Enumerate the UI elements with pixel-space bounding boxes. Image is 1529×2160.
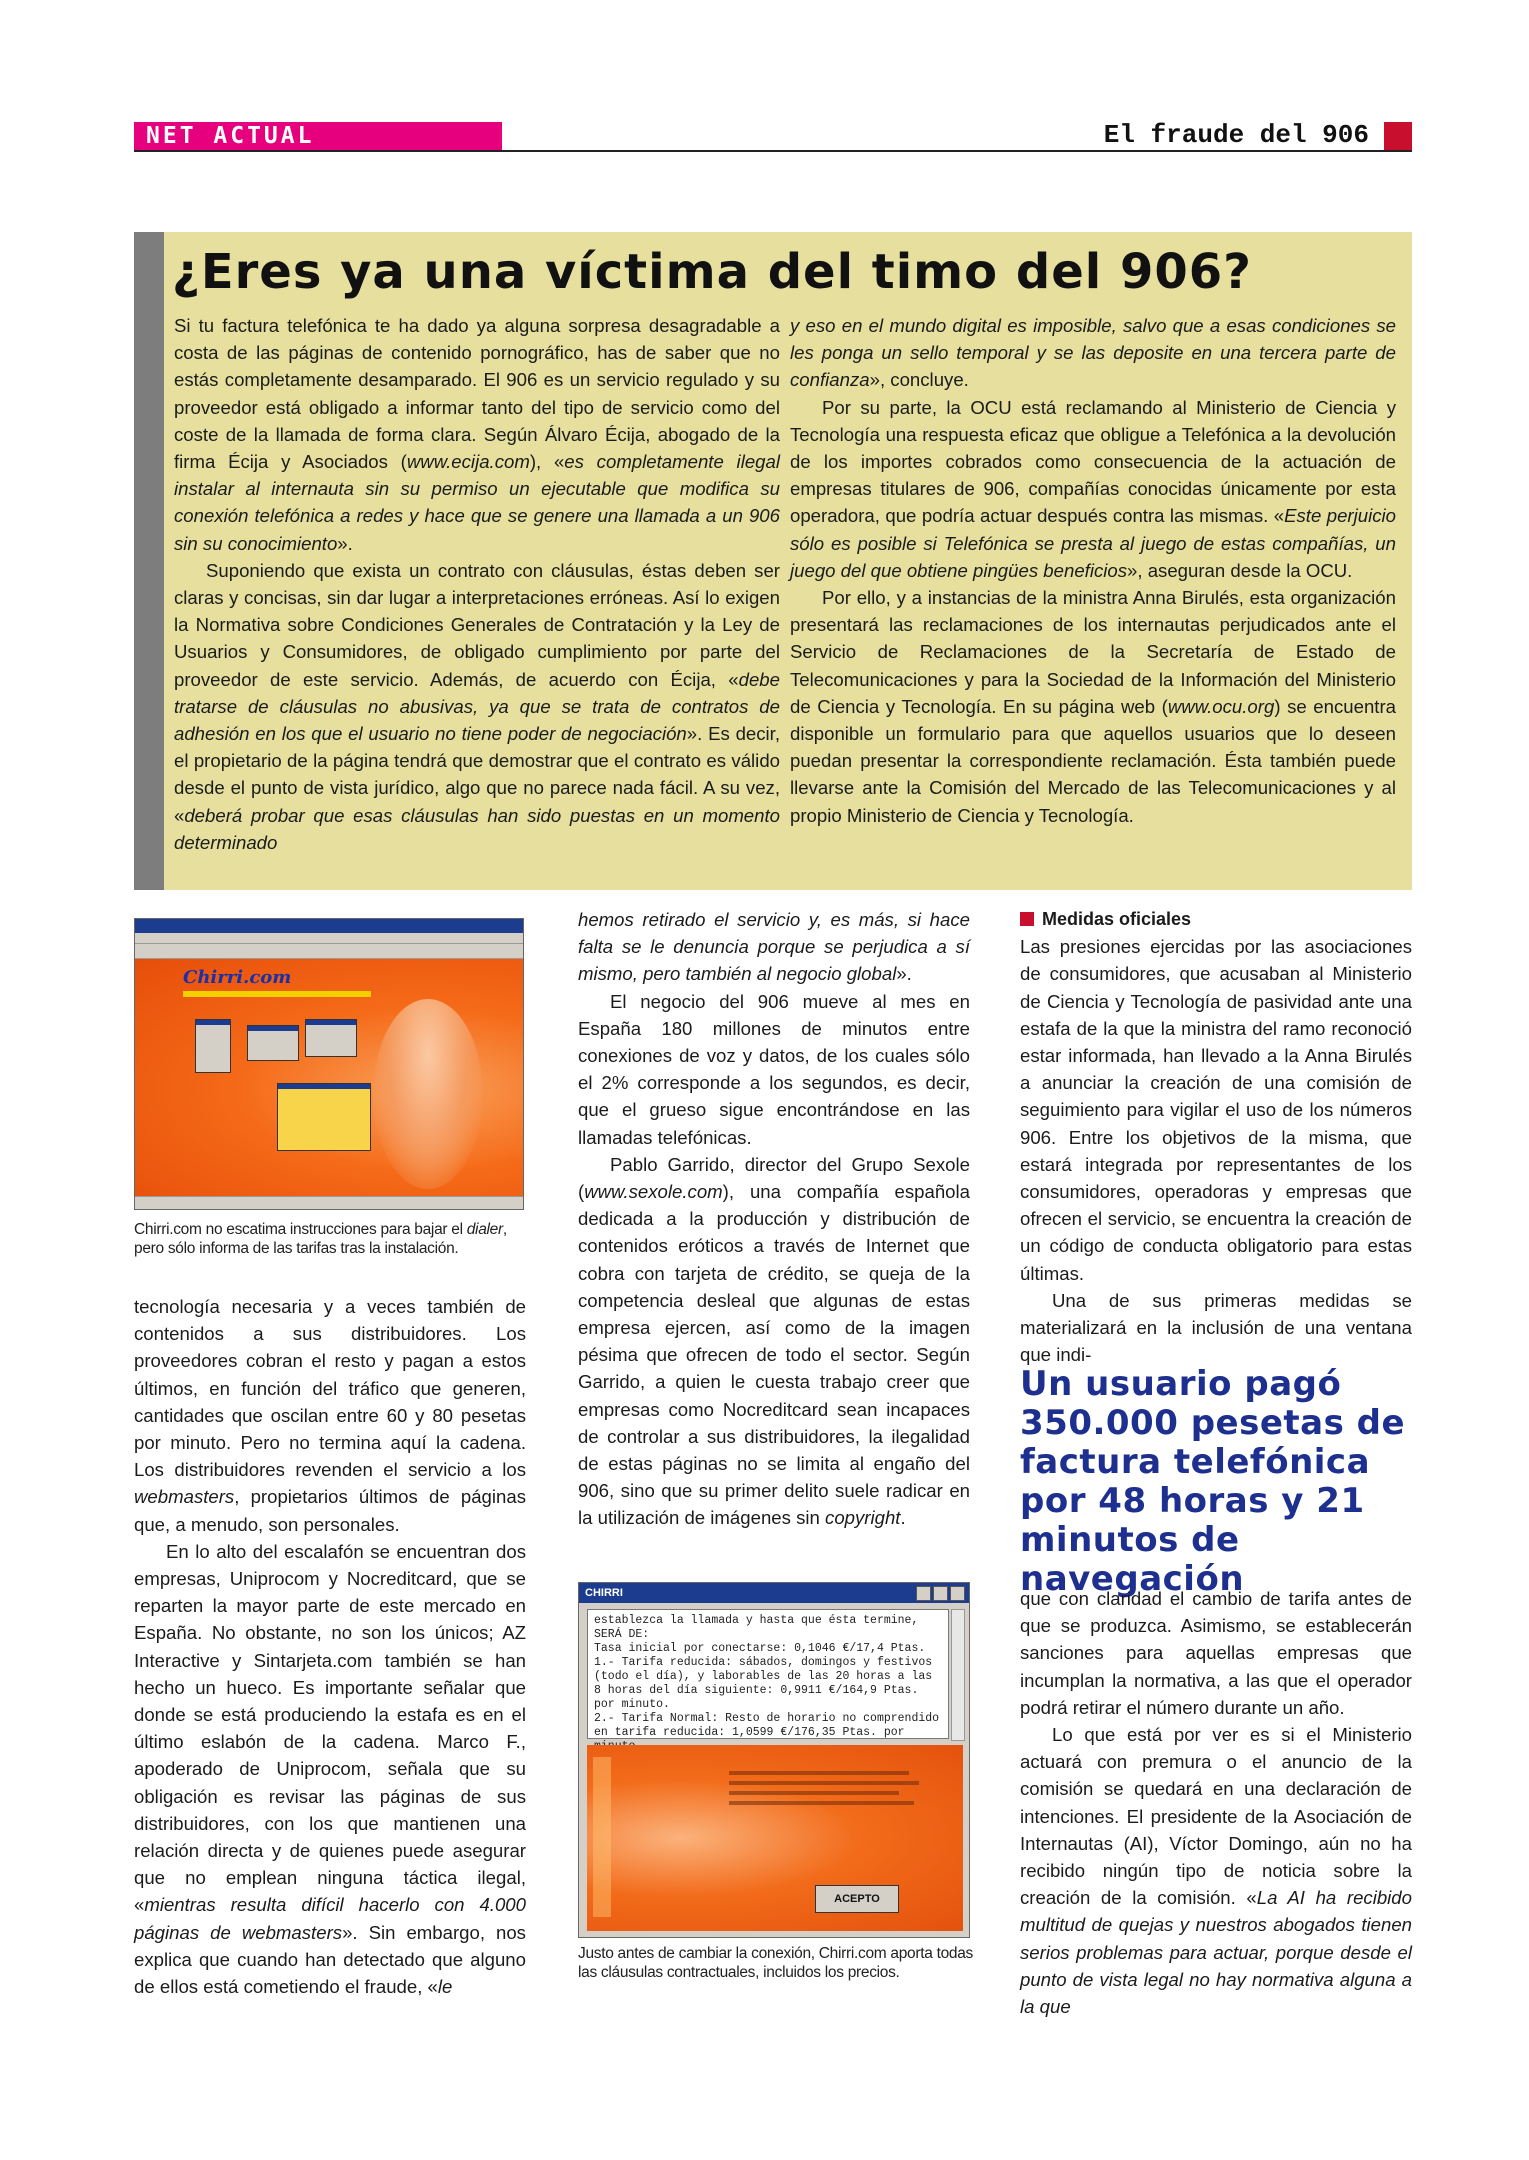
text-run: que con claridad el cambio de tarifa antes de que se produzca. Asimismo, se establecerán sanciones para aquellas empresas que incumplan la normativa, a las que el operador podrá retirar el número durante un año. [1020,1588,1412,1718]
model-figure-image [373,999,483,1189]
paragraph [578,906,970,988]
section-label: NET ACTUAL [134,122,502,151]
text-run: tecnología necesaria y a veces también de contenidos a sus distribuidores. Los proveedores cobran el resto y pagan a estos últimos, en función del tráfico que generen, cantidades que oscilan entre 60 y 80 pesetas por minuto. Pero no termina aquí la cadena. Los distribuidores revenden el servicio a los [134,1296,526,1481]
header-square-mark [1384,122,1412,150]
italic-text-run: debe tratarse de cláusulas no abusivas, ya que se trata de contratos de adhesión en los que el usuario no tiene poder de negociación [174,668,780,745]
text-run: Una de sus primeras medidas se materializará en la inclusión de una ventana que indi- [1020,1289,1412,1366]
italic-text-run: y eso en el mundo digital es imposible, salvo que a esas condiciones se les ponga un sello temporal y se las deposite en una tercera parte de confianza [790,315,1396,391]
body-column-2 [578,906,970,1532]
paragraph [134,1538,526,2000]
caption-screenshot-1 [134,1220,534,1258]
text-run: ». Sin embargo, nos explica que cuando han detectado que alguno de ellos está cometiendo el fraude, « [134,1921,526,1998]
feature-box-sidebar [134,232,164,890]
paragraph [1020,933,1412,1287]
feature-column-left [174,312,780,856]
text-run: ) se encuentra disponible un formulario para que aquellos usuarios que lo deseen puedan presentar la correspondiente reclamación. Ésta también puede llevarse ante la Comisión del Mercado de las Telecomunicaciones y al propio Ministerio de Ciencia y Tecnología. [790,695,1396,826]
browser-menubar [135,933,523,944]
pull-quote: Un usuario pagó 350.000 pesetas de factura telefónica por 48 horas y 21 minutos de navegación [1020,1364,1406,1599]
column-3-top-text [1020,933,1412,1368]
browser-titlebar [135,919,523,933]
body-column-1 [134,1293,526,2000]
feature-box [134,232,1412,890]
paragraph [790,312,1396,394]
italic-text-run: www.ecija.com [406,451,530,473]
topic-label: El fraude del 906 [1103,120,1369,150]
italic-text-run: es completamente ilegal instalar al internauta sin su permiso un ejecutable que modifica su conexión telefónica a redes y hace que se genere una llamada a un 906 sin su conocimiento [174,451,780,554]
italic-text-run: Este perjuicio sólo es posible si Telefónica se presta al juego de estas compañías, un juego del que obtiene pingües beneficios [790,505,1396,581]
paragraph [174,312,780,557]
italic-text-run: mientras resulta difícil hacerlo con 4.000 páginas de webmasters [134,1894,526,1943]
tariff-scrollbar [951,1609,965,1741]
text-run: ». Es decir, el propietario de la página tendrá que demostrar que el contrato es válido desde el punto de vista jurídico, algo que no parece nada fácil. A su vez, « [174,723,781,826]
italic-text-run: La AI ha recibido multitud de quejas y nuestros abogados tienen serios problemas para actuar, porque desde el punto de vista legal no hay normativa alguna a la que [1020,1887,1412,2018]
text-run: ». [337,532,353,554]
text-run: , pero sólo informa de las tarifas tras la instalación. [134,1221,507,1257]
text-run: Si tu factura telefónica te ha dado ya alguna sorpresa desagradable a costa de las páginas de contenido pornográfico, has de saber que no estás completamente desamparado. El 906 es un servicio regulado y su proveedor está obligado a informar tanto del tipo de servicio como del coste de la llamada de forma clara. Según Álvaro Écija, abogado de la firma Écija y Asociados ( [174,315,780,473]
chirri-site-page [135,959,523,1197]
minimize-icon [916,1586,931,1601]
feature-column-right [790,312,1396,829]
instruction-window [195,1019,231,1073]
dialog-vertical-logo [593,1757,611,1917]
text-run: ». [896,963,912,985]
maximize-icon [933,1586,948,1601]
italic-text-run: webmasters [134,1486,235,1508]
screenshot-chirri-dialog [578,1582,970,1938]
text-run: Suponiendo que exista un contrato con cláusulas, éstas deben ser claras y concisas, sin dar lugar a interpretaciones erróneas. Así lo exigen la Normativa sobre Condiciones Generales de Contratación y la Ley de Usuarios y Consumidores, de obligado cumplimiento por parte del proveedor de este servicio. Además, de acuerdo con Écija, « [174,559,780,690]
close-icon [950,1586,965,1601]
text-run: El negocio del 906 mueve al mes en España 180 millones de minutos entre conexiones de voz y datos, de los cuales sólo el 2% corresponde a los segundos, es decir, que el grueso sigue encontrándose en las llamadas telefónicas. [578,990,970,1148]
body-column-3-bottom [1020,1585,1412,2020]
browser-statusbar [135,1196,523,1209]
feature-title: ¿Eres ya una víctima del timo del 906? [172,244,1252,300]
paragraph [790,584,1396,829]
connect-dialog [277,1083,371,1151]
text-run: ), una compañía española dedicada a la producción y distribución de contenidos eróticos a través de Internet que cobra con tarjeta de crédito, se queja de la competencia desleal que algunas de estas empresa ejercen, así como de la imagen pésima que ofrecen de todo el sector. Según Garrido, a quien le cuesta trabajo creer que empresas como Nocreditcard sean incapaces de controlar a sus distribuidores, la ilegalidad de estas páginas no se limita al engaño del 906, sino que su primer delito suele radicar en la utilización de imágenes sin [578,1181,970,1529]
text-run: », aseguran desde la OCU. [1127,559,1353,581]
text-run: Las presiones ejercidas por las asociaciones de consumidores, que acusaban al Ministerio de Ciencia y Tecnología de pasividad ante una estafa de la que la ministra del ramo reconoció estar informada, han llevado a la Anna Birulés a anunciar la creación de una comisión de seguimiento para vigilar el uso de los números 906. Entre los objetivos de la misma, que estará integrada por representantes de los consumidores, operadoras y empresas que ofrecen el servicio, se encuentra la creación de un código de conducta obligatorio para estas últimas. [1020,936,1412,1284]
instruction-window [247,1025,299,1061]
italic-text-run: deberá probar que esas cláusulas han sido puestas en un momento determinado [174,804,780,853]
body-column-3-top [1020,906,1412,1368]
paragraph [1020,1721,1412,2020]
chirri-logo: Chirri.com [183,967,292,988]
accept-button: ACEPTO [815,1885,899,1913]
text-run: Chirri.com no escatima instrucciones para bajar el [134,1221,467,1238]
paragraph [578,1151,970,1532]
browser-addressbar [135,944,523,959]
italic-text-run: hemos retirado el servicio y, es más, si hace falta se le denuncia porque se perjudica a sí mismo, pero también al negocio global [578,909,970,985]
dialog-titlebar [579,1583,969,1603]
dialog-title: CHIRRI [585,1587,623,1599]
paragraph [790,394,1396,584]
italic-text-run: le [437,1976,453,1998]
chirri-banner-strip [183,991,371,997]
text-run: , propietarios últimos de páginas que, a menudo, son personales. [134,1486,526,1535]
dialog-fine-print [729,1771,929,1811]
screenshot-chirri-website [134,918,524,1210]
paragraph [1020,1287,1412,1369]
text-run: ), « [529,451,565,473]
italic-text-run: copyright [825,1507,901,1529]
text-run: Por su parte, la OCU está reclamando al Ministerio de Ciencia y Tecnología una respuesta eficaz que obligue a Telefónica a la devolución de los importes cobrados como consecuencia de la actuación de empresas titulares de 906, compañías conocidas únicamente por esta operadora, que podría actuar después contra las mismas. « [790,396,1396,527]
italic-text-run: www.ocu.org [1167,695,1275,717]
italic-text-run: www.sexole.com [584,1181,723,1203]
italic-text-run: dialer [466,1221,503,1238]
subheading [1020,906,1412,933]
text-run: Lo que está por ver es si el Ministerio actuará con premura o el anuncio de la comisión se quedará en una declaración de intenciones. El presidente de la Asociación de Internautas (AI), Víctor Domingo, aún no ha recibido ningún tipo de noticia sobre la creación de la comisión. « [1020,1724,1412,1909]
tariff-text-area: establezca la llamada y hasta que ésta termine, SERÁ DE: Tasa inicial por conectarse: 0,1046 €/17,4 Ptas. 1.- Tarifa reducida: sábados, domingos y festivos (todo el día), y laborables de las 20 horas a las 8 horas del día siguiente: 0,9911 €/164,9 Ptas. por minuto. 2.- Tarifa Normal: Resto de horario no comprendido en tarifa reducida: 1,0599 €/176,35 Ptas. por [587,1609,949,1739]
subheading-square-mark [1020,912,1034,926]
text-run: Pablo Garrido, director del Grupo Sexole ( [578,1153,970,1203]
text-run: Por ello, y a instancias de la ministra Anna Birulés, esta organización presentará las reclamaciones de los internautas perjudicados ante el Servicio de Reclamaciones de la Secretaría de Estado de Telecomunicaciones y para la Sociedad de la Información del Ministerio de Ciencia y Tecnología. En su página web ( [790,587,1396,717]
paragraph [1020,1585,1412,1721]
text-run: Justo antes de cambiar la conexión, Chirri.com aporta todas las cláusulas contractuales, incluidos los precios. [578,1945,973,1981]
paragraph [174,557,780,856]
subheading-text: Medidas oficiales [1042,909,1192,929]
text-run: . [900,1507,906,1529]
paragraph [134,1293,526,1538]
instruction-window [305,1019,357,1057]
text-run: En lo alto del escalafón se encuentran dos empresas, Uniprocom y Nocreditcard, que se reparten la mayor parte de este mercado en España. No obstante, no son los únicos; AZ Interactive y Sintarjeta.com también se han hecho un hueco. Es importante señalar que donde se está produciendo la estafa es en el último eslabón de la cadena. Marco F., apoderado de Uniprocom, señala que su obligación es revisar las páginas de sus distribuidores, con los que mantienen una relación directa y de quienes puede asegurar que no emplean ninguna táctica ilegal, « [134,1540,526,1916]
header-rule [134,150,1412,152]
text-run: », concluye. [869,369,969,391]
paragraph [578,988,970,1151]
caption-screenshot-2 [578,1944,978,1982]
